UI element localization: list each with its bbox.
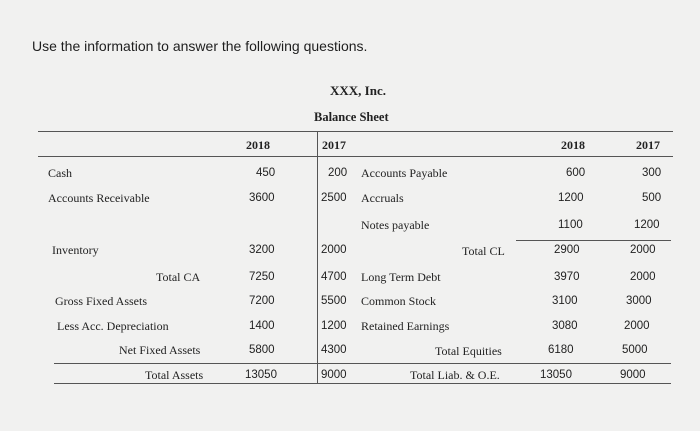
liab-value-2018: 600 xyxy=(566,167,586,179)
liab-label-total-liab-oe: Total Liab. & O.E. xyxy=(410,368,500,382)
liab-label-payable: Accounts Payable xyxy=(361,166,448,180)
total-cl-rule xyxy=(516,240,671,241)
asset-value-2017: 1200 xyxy=(321,320,347,332)
liab-value-2018: 2900 xyxy=(554,244,580,256)
asset-label-gross-fixed: Gross Fixed Assets xyxy=(55,294,148,308)
statement-title: Balance Sheet xyxy=(314,110,389,124)
liab-value-2018: 3970 xyxy=(554,271,580,283)
column-divider xyxy=(317,131,318,383)
liab-value-2017: 2000 xyxy=(630,244,656,256)
asset-label-depreciation: Less Acc. Depreciation xyxy=(57,319,169,333)
asset-value-2017: 2000 xyxy=(321,244,347,256)
balance-sheet-table xyxy=(38,131,673,386)
liab-value-2017: 300 xyxy=(642,167,662,179)
liab-value-2017: 3000 xyxy=(626,295,652,307)
liab-value-2018: 1100 xyxy=(558,219,583,231)
liab-2017-header: 2017 xyxy=(636,138,660,152)
asset-value-2017: 4300 xyxy=(321,344,347,356)
asset-label-total-ca: Total CA xyxy=(156,270,201,284)
asset-value-2017: 200 xyxy=(328,167,348,179)
asset-value-2018: 3200 xyxy=(249,244,275,256)
assets-2018-header: 2018 xyxy=(246,138,270,152)
liab-value-2018: 13050 xyxy=(540,369,572,381)
header-bottom-rule xyxy=(38,156,673,157)
liab-label-ltd: Long Term Debt xyxy=(361,270,441,284)
liab-label-total-equities: Total Equities xyxy=(435,344,502,358)
liab-value-2017: 9000 xyxy=(620,369,646,381)
asset-value-2018: 3600 xyxy=(249,192,275,204)
asset-label-net-fixed: Net Fixed Assets xyxy=(119,343,201,357)
liab-label-retained: Retained Earnings xyxy=(361,319,450,333)
total-rule-top xyxy=(54,363,671,364)
liab-value-2017: 500 xyxy=(642,192,662,204)
liab-value-2018: 3100 xyxy=(552,295,578,307)
company-name: XXX, Inc. xyxy=(330,83,386,98)
asset-value-2018: 5800 xyxy=(249,344,275,356)
asset-value-2018: 7200 xyxy=(249,295,275,307)
liab-value-2018: 1200 xyxy=(558,192,584,204)
asset-value-2018: 450 xyxy=(256,167,276,179)
asset-label-total-assets: Total Assets xyxy=(145,368,204,382)
liab-value-2017: 2000 xyxy=(630,271,656,283)
asset-value-2017: 2500 xyxy=(321,192,347,204)
liab-label-common-stock: Common Stock xyxy=(361,294,437,308)
liab-value-2018: 3080 xyxy=(552,320,578,332)
header-top-rule xyxy=(38,131,673,132)
liab-value-2018: 6180 xyxy=(548,344,574,356)
asset-value-2017: 4700 xyxy=(321,271,347,283)
liab-value-2017: 1200 xyxy=(634,219,660,231)
liab-value-2017: 5000 xyxy=(622,344,648,356)
total-rule-bottom xyxy=(54,383,671,384)
assets-2017-header: 2017 xyxy=(322,138,346,152)
asset-label-receivables: Accounts Receivable xyxy=(48,191,150,205)
liab-label-notes: Notes payable xyxy=(361,218,430,232)
asset-value-2017: 5500 xyxy=(321,295,347,307)
asset-value-2018: 1400 xyxy=(249,320,275,332)
liab-label-accruals: Accruals xyxy=(361,191,404,205)
asset-label-cash: Cash xyxy=(48,166,72,180)
asset-value-2017: 9000 xyxy=(321,369,347,381)
liab-2018-header: 2018 xyxy=(561,138,585,152)
asset-value-2018: 7250 xyxy=(249,271,275,283)
asset-label-inventory: Inventory xyxy=(52,243,99,257)
liab-value-2017: 2000 xyxy=(624,320,650,332)
liab-label-total-cl: Total CL xyxy=(462,244,505,258)
question-text: Use the information to answer the following questions. xyxy=(32,38,368,54)
asset-value-2018: 13050 xyxy=(245,369,277,381)
